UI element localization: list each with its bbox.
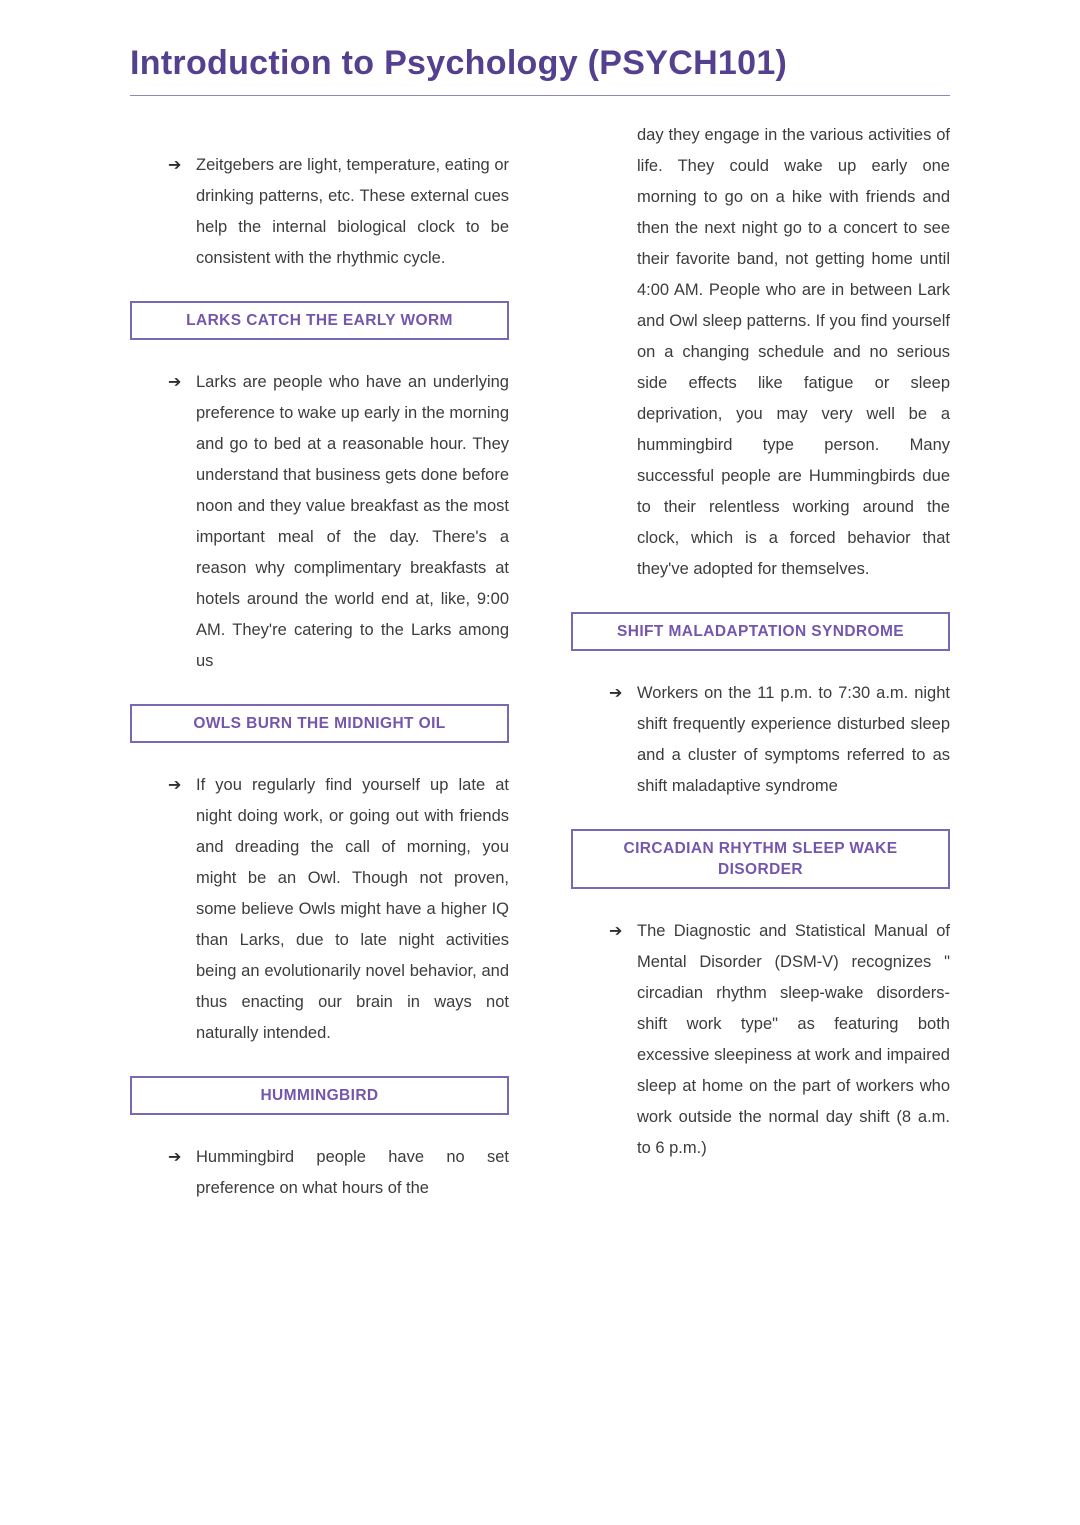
bullet-item [130,1142,509,1204]
section-heading: SHIFT MALADAPTATION SYNDROME [571,612,950,651]
left-column [130,120,509,1204]
paragraph-text: Zeitgebers are light, temperature, eating or drinking patterns, etc. These external cues help the internal biological clock to be consistent with the rhythmic cycle. [196,156,509,267]
paragraph-text: Larks are people who have an underlying preference to wake up early in the morning and go to bed at a reasonable hour. They understand that business gets done before noon and they value breakfast as the most important meal of the day. There's a reason why complimentary breakfasts at hotels around the world end at, like, 9:00 AM. They're catering to the Larks among us [196,373,509,670]
bullet-item [130,770,509,1049]
arrow-bullet-icon: ➔ [168,157,182,174]
paragraph-text: If you regularly find yourself up late at night doing work, or going out with friends and dreading the call of morning, you might be an Owl. Though not proven, some believe Owls might have a higher IQ than Larks, due to late night activities being an evolutionarily novel behavior, and thus enacting our brain in ways not naturally intended. [196,776,509,1042]
arrow-bullet-icon: ➔ [168,777,182,794]
bullet-item [130,150,509,274]
bullet-item [571,916,950,1164]
arrow-bullet-icon: ➔ [609,923,623,940]
title-divider [130,95,950,96]
bullet-item [571,678,950,802]
bullet-item [130,367,509,677]
continuation-paragraph: day they engage in the various activities of life. They could wake up early one morning to go on a hike with friends and then the next night go to a concert to see their favorite band, not getting home until 4:00 AM. People who are in between Lark and Owl sleep patterns. If you find yourself on a changing schedule and no serious side effects like fatigue or sleep deprivation, you may very well be a hummingbird type person. Many successful people are Hummingbirds due to their relentless working around the clock, which is a forced behavior that they've adopted for themselves. [637,126,950,578]
arrow-bullet-icon: ➔ [168,374,182,391]
paragraph-text: The Diagnostic and Statistical Manual of Mental Disorder (DSM-V) recognizes " circadian rhythm sleep-wake disorders-shift work type" as featuring both excessive sleepiness at work and impaired sleep at home on the part of workers who work outside the normal day shift (8 a.m. to 6 p.m.) [637,922,950,1157]
arrow-bullet-icon: ➔ [168,1149,182,1166]
arrow-bullet-icon: ➔ [609,685,623,702]
section-heading: OWLS BURN THE MIDNIGHT OIL [130,704,509,743]
two-column-layout [130,120,950,1204]
page-title: Introduction to Psychology (PSYCH101) [130,44,788,82]
right-column [571,120,950,1204]
paragraph-text: Workers on the 11 p.m. to 7:30 a.m. night shift frequently experience disturbed sleep and a cluster of symptoms referred to as shift maladaptive syndrome [637,684,950,795]
paragraph-text: Hummingbird people have no set preference on what hours of the [196,1148,509,1197]
section-heading: LARKS CATCH THE EARLY WORM [130,301,509,340]
section-heading: CIRCADIAN RHYTHM SLEEP WAKE DISORDER [571,829,950,889]
section-heading: HUMMINGBIRD [130,1076,509,1115]
